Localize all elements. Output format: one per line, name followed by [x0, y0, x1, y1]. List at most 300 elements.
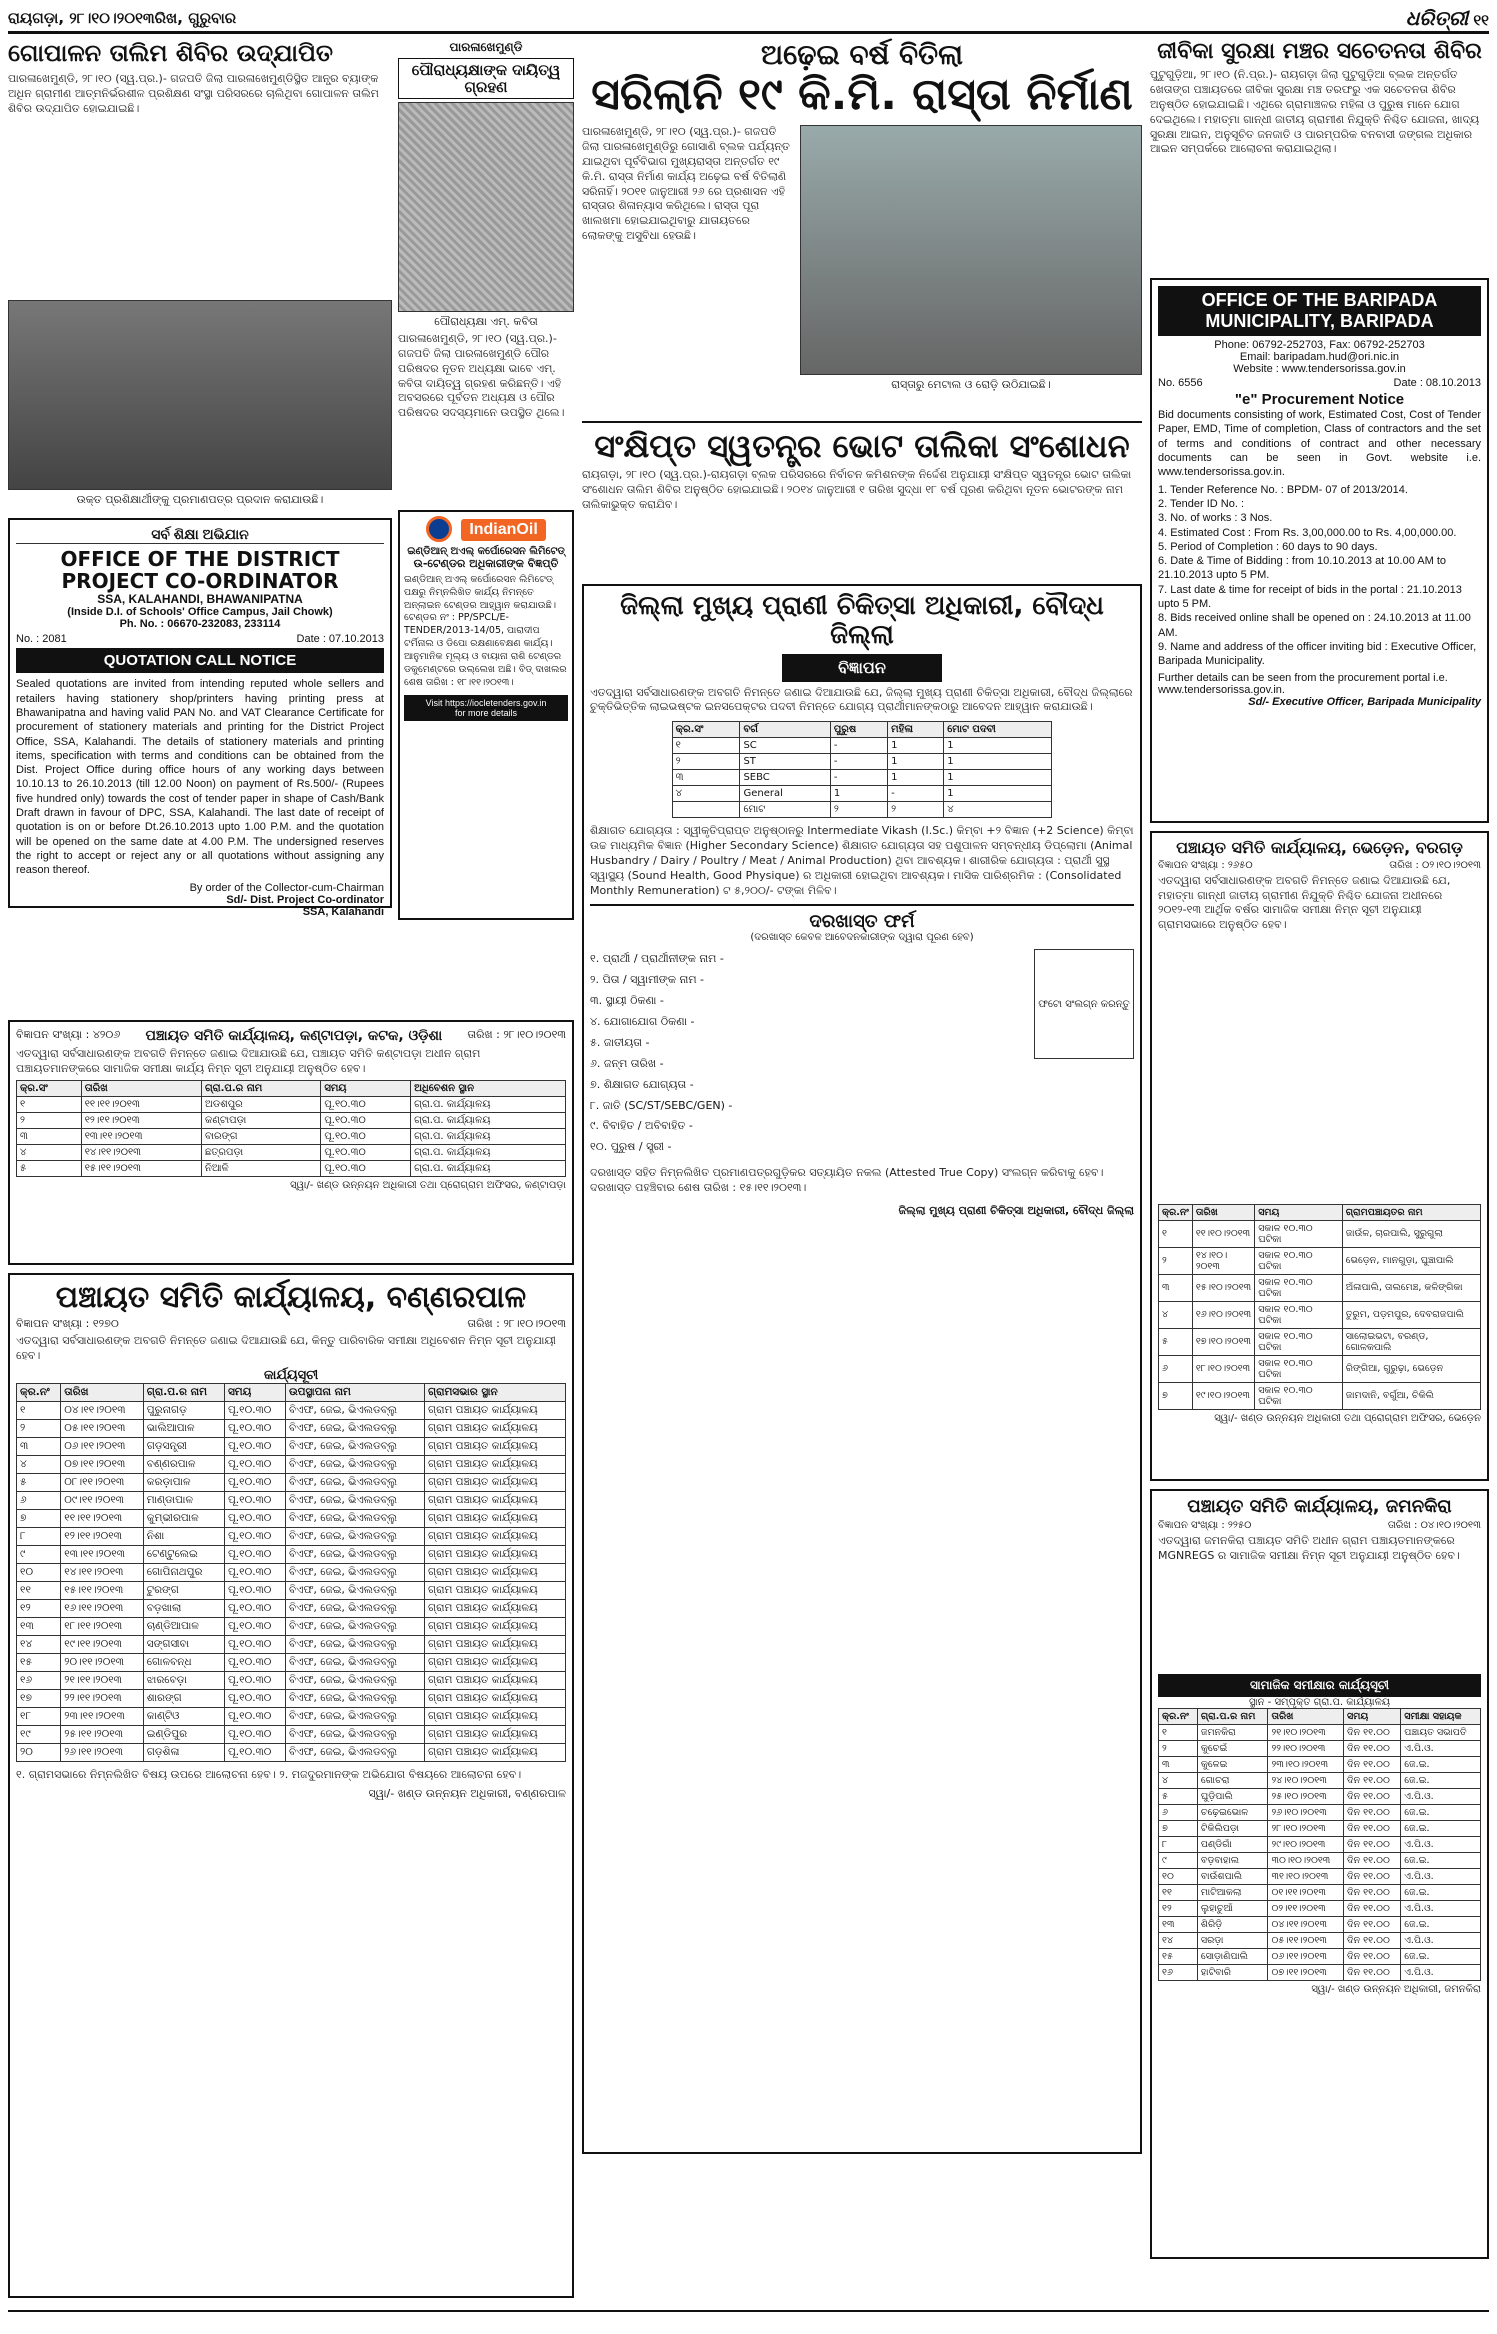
table-cell: ଗୋଚରା [1197, 1772, 1268, 1788]
ps-bhedan-notice [1150, 831, 1489, 1481]
table-cell: ୧୨ [1159, 1900, 1198, 1916]
table-cell: ପଣ୍ଡିଗାଁ [1197, 1836, 1268, 1852]
table-header-cell: ଗ୍ରାମସଭାର ସ୍ଥାନ [425, 1383, 566, 1401]
table-cell: ଗ୍ରାମ ପଞ୍ଚାୟତ କାର୍ଯ୍ୟାଳୟ [425, 1599, 566, 1617]
table-cell: ଦିନ ୧୧.୦୦ [1344, 1916, 1401, 1932]
table-cell: ଗ୍ରାମ ପଞ୍ଚାୟତ କାର୍ଯ୍ୟାଳୟ [425, 1437, 566, 1455]
table-header-cell: ମହିଳା [888, 722, 944, 738]
table-cell: ସରଡ଼ା [1197, 1932, 1268, 1948]
table-cell: ୨୮।୧୦।୨୦୧୩ [1268, 1820, 1344, 1836]
table-cell: ଭାଲିଆପାଳ [143, 1419, 224, 1437]
baripada-email: Email: baripadam.hud@ori.nic.in [1239, 351, 1400, 364]
table-cell: ୧୬ [17, 1671, 61, 1689]
ssa-address: (Inside D.I. of Schools' Office Campus, Jail Chowk) [67, 606, 333, 619]
table-cell: ଜେ.ଇ. [1401, 1916, 1481, 1932]
story-road-body: ପାରଳାଖେମୁଣ୍ଡି, ୨୮।୧୦ (ସ୍ୱ.ପ୍ର.)- ଗଜପତି ଜିଲା ପାରଳାଖେମୁଣ୍ଡିରୁ ଗୋସାଣି ବ୍ଲକ ପର୍ଯ୍ୟନ୍ତ ଯାଇଥିବା ପୂର୍ବବିଭାଗ ମୁଖ୍ୟରାସ୍ତା ଅନ୍ତର୍ଗତ ୧୯ କି.ମି. ରାସ୍ତା ନିର୍ମାଣ କାର୍ଯ୍ୟ ଅଢ଼େଇ ବର୍ଷ ବିତିଲାଣି ସରିନାହିଁ। ୨୦୧୧ ଜାନୁଆରୀ ୨୬ ରେ ପ୍ରଶାସନ ଏହି ରାସ୍ତାର ଶିଳାନ୍ୟାସ କରିଥିଲେ। ରାସ୍ତା ପୂରା ଖାଲଖମା ହୋଇଯାଇଥିବାରୁ ଯାତାୟତରେ ଲୋକଙ୍କୁ ଅସୁବିଧା ହେଉଛି। [582, 125, 790, 243]
table-cell: ପୂ.୧୦.୩୦ [321, 1160, 411, 1176]
table-cell: ST [740, 754, 830, 770]
ssa-no: No. : 2081 [16, 633, 67, 646]
table-cell: ୫ [17, 1473, 61, 1491]
table-cell: ଗ୍ରାମ ପଞ୍ଚାୟତ କାର୍ଯ୍ୟାଳୟ [425, 1401, 566, 1419]
table-row [17, 1401, 566, 1419]
table-cell: ପୂ.୧୦.୩୦ [224, 1635, 285, 1653]
table-cell: ପୂ.୧୦.୩୦ [224, 1491, 285, 1509]
table-cell: ପଞ୍ଚାୟତ ସଭାପତି [1401, 1724, 1481, 1740]
table-row [17, 1128, 566, 1144]
table-header-cell: କ୍ର.ନଂ [1159, 1204, 1193, 1220]
story-voter [582, 429, 1142, 578]
tender-item: 1. Tender Reference No. : BPDM- 07 of 2013/2014. [1158, 483, 1408, 496]
baripada-title1: OFFICE OF THE BARIPADA [1201, 290, 1438, 311]
table-row [1159, 1740, 1481, 1756]
table-cell: ୮ [1159, 1836, 1198, 1852]
form-field-label: ୮. ଜାତି (SC/ST/SEBC/GEN) - [590, 1098, 733, 1112]
table-cell: ବିଏଫ, ଜେଇ, ଭିଏଲଡବ୍ଲୁ [285, 1707, 424, 1725]
table-cell: ପୁରୁନାଗଡ଼ [143, 1401, 224, 1419]
table-cell: ନିଶା [143, 1527, 224, 1545]
table-cell: ଗଡ଼ଶିଳା [143, 1743, 224, 1761]
table-cell: ପୂ.୧୦.୩୦ [224, 1437, 285, 1455]
table-cell: ବିଏଫ, ଜେଇ, ଭିଏଲଡବ୍ଲୁ [285, 1491, 424, 1509]
table-cell: ୧୮।୧୦।୨୦୧୩ [1192, 1355, 1254, 1382]
table-row [672, 786, 1052, 802]
story-jibika-headline: ଜୀବିକା ସୁରକ୍ଷା ମଞ୍ଚର ସଚେତନତା ଶିବିର [1157, 39, 1482, 64]
table-cell: ଗ୍ରାମ ପଞ୍ଚାୟତ କାର୍ଯ୍ୟାଳୟ [425, 1743, 566, 1761]
table-cell: ଜେ.ଇ. [1401, 1948, 1481, 1964]
table-cell: ୨୨।୧୧।୨୦୧୩ [61, 1689, 144, 1707]
table-cell: ୭ [1159, 1382, 1193, 1409]
story-road-caption: ରାସ୍ତାରୁ ମେଟାଲ ଓ ରୋଡ଼ି ଉଠିଯାଇଛି। [891, 378, 1051, 392]
ps-banarpal-notes: ୧. ଗ୍ରାମସଭାରେ ନିମ୍ନଲିଖିତ ବିଷୟ ଉପରେ ଆଲୋଚନା ହେବ। ୨. ମଜଦୁରମାନଙ୍କ ଅଭିଯୋଗ ବିଷୟରେ ଆଲୋଚନା ହେବ। [16, 1767, 522, 1781]
table-cell: ଗ୍ରାମ ପଞ୍ଚାୟତ କାର୍ଯ୍ୟାଳୟ [425, 1527, 566, 1545]
table-cell: ଶାରଙ୍ଗ [143, 1689, 224, 1707]
table-cell: 1 [888, 738, 944, 754]
table-cell: ବଡ଼ଖାଲା [143, 1599, 224, 1617]
table-row [17, 1419, 566, 1437]
table-cell: 1 [944, 770, 1052, 786]
baripada-further: Further details can be seen from the procurement portal i.e. www.tendersorissa.gov.in. [1158, 671, 1448, 696]
table-cell: ସାଲୋଇଭଟା, ବରଣ୍ଡ, ଗୋଳକପାଲି [1342, 1328, 1480, 1355]
story-gopalan-caption: ଉକ୍ତ ପ୍ରଶିକ୍ଷାର୍ଥୀଙ୍କୁ ପ୍ରମାଣପତ୍ର ପ୍ରଦାନ କରାଯାଉଛି। [76, 493, 324, 507]
table-cell: ବିଏଫ, ଜେଇ, ଭିଏଲଡବ୍ଲୁ [285, 1743, 424, 1761]
table-cell: ୩ [1159, 1756, 1198, 1772]
ps-banarpal-ref: ବିଜ୍ଞାପନ ସଂଖ୍ୟା : ୧୨୭୦ [16, 1317, 119, 1330]
indianoil-brand: IndianOil [461, 519, 545, 541]
table-cell: ୧ [17, 1096, 82, 1112]
story-kabita-headline: ପୌରାଧ୍ୟକ୍ଷାଙ୍କ ଦାୟିତ୍ୱ ଗ୍ରହଣ [398, 58, 574, 99]
table-cell: ଗଡ଼ସନ୍ତ୍ରୀ [143, 1437, 224, 1455]
table-cell: ୦୫।୧୧।୨୦୧୩ [1268, 1932, 1344, 1948]
page-number: ୧୧ [1473, 10, 1489, 29]
table-cell: ଗ୍ରାମ ପଞ୍ଚାୟତ କାର୍ଯ୍ୟାଳୟ [425, 1509, 566, 1527]
table-row [17, 1725, 566, 1743]
table-row [672, 802, 1052, 818]
table-row [1159, 1788, 1481, 1804]
table-cell: ଟିକିଲିପଡ଼ା [1197, 1820, 1268, 1836]
table-cell: ଦିନ ୧୧.୦୦ [1344, 1836, 1401, 1852]
table-row [17, 1160, 566, 1176]
cvo-notice [582, 584, 1142, 2154]
story-road [582, 40, 1142, 415]
table-cell: ଚାଣ୍ଡିଆପାଳ [143, 1617, 224, 1635]
table-header-cell: ତାରିଖ [1268, 1708, 1344, 1724]
table-cell: ମାଣ୍ଡାପାଳ [143, 1491, 224, 1509]
table-cell: ସକାଳ ୧୦.୩୦ ଘଟିକା [1255, 1274, 1343, 1301]
table-cell: ୨୬।୧୦।୨୦୧୩ [1268, 1804, 1344, 1820]
table-row [17, 1689, 566, 1707]
table-cell: ପୂ.୧୦.୩୦ [321, 1144, 411, 1160]
ps-bhedan-sign: ସ୍ୱା/- ଖଣ୍ଡ ଉନ୍ନୟନ ଅଧିକାରୀ ତଥା ପ୍ରୋଗ୍ରାମ ଅଫିସର, ଭେଡ଼େନ [1214, 1412, 1481, 1424]
tender-item: 4. Estimated Cost : From Rs. 3,00,000.00 to Rs. 4,00,000.00. [1158, 526, 1457, 539]
table-cell: ପୂ.୧୦.୩୦ [224, 1743, 285, 1761]
table-cell: ୩ [17, 1437, 61, 1455]
baripada-notice-title: "e" Procurement Notice [1234, 391, 1405, 409]
tender-item: 5. Period of Completion : 60 days to 90 days. [1158, 540, 1378, 553]
table-cell: ୪ [1159, 1772, 1198, 1788]
table-cell: ୬ [1159, 1355, 1193, 1382]
table-row [1159, 1724, 1481, 1740]
table-cell: ଗ୍ରା.ପ. କାର୍ଯ୍ୟାଳୟ [411, 1160, 566, 1176]
table-cell: ଗ୍ରା.ପ. କାର୍ଯ୍ୟାଳୟ [411, 1096, 566, 1112]
table-cell: ସକାଳ ୧୦.୩୦ ଘଟିକା [1255, 1328, 1343, 1355]
table-row [17, 1563, 566, 1581]
baripada-phone: Phone: 06792-252703, Fax: 06792-252703 [1214, 339, 1425, 352]
form-field-label: ୫. ଜାତୀୟତା - [590, 1035, 650, 1049]
table-cell: ୨ [830, 802, 887, 818]
table-cell: ୧୦ [17, 1563, 61, 1581]
table-cell: ୨ [17, 1419, 61, 1437]
table-header-cell: ସମୟ [1255, 1204, 1343, 1220]
table-cell: ୨୩।୧୧।୨୦୧୩ [61, 1707, 144, 1725]
table-cell: ୧ [1159, 1220, 1193, 1247]
table-row [17, 1743, 566, 1761]
table-cell: ୧୦ [1159, 1868, 1198, 1884]
baripada-date: Date : 08.10.2013 [1393, 377, 1481, 390]
table-cell: ୨୧।୧୧।୨୦୧୩ [61, 1671, 144, 1689]
table-cell: ଦିନ ୧୧.୦୦ [1344, 1772, 1401, 1788]
story-jibika-body: ପୁଟୁଗୁଡ଼ିଆ, ୨୮।୧୦ (ନି.ପ୍ର.)- ରାୟଗଡ଼ା ଜିଲା ପୁଟୁଗୁଡ଼ିଆ ବ୍ଲକ ଅନ୍ତର୍ଗତ ଖେତାଙ୍ଗ ପଞ୍ଚାୟତରେ ଜୀବିକା ସୁରକ୍ଷା ମଞ୍ଚ ତରଫରୁ ଏକ ସଚେତନତା ଶିବିର ଅନୁଷ୍ଠିତ ହୋଇଯାଇଛି। ଏଥିରେ ଗ୍ରାମାଞ୍ଚଳର ମହିଳା ଓ ପୁରୁଷ ମାନେ ଯୋଗ ଦେଇଥିଲେ। ମହାତ୍ମା ଗାନ୍ଧୀ ଜାତୀୟ ଗ୍ରାମୀଣ ନିଯୁକ୍ତି ନିଶ୍ଚିତ ଯୋଜନା, ଖାଦ୍ୟ ସୁରକ୍ଷା ଆଇନ, ଅନୁସୂଚିତ ଜନଜାତି ଓ ପାରମ୍ପରିକ ବନବାସୀ ଜଙ୍ଗଲ ଅଧିକାର ଆଇନ ସମ୍ପର୍କରେ ଆଲୋଚନା କରାଯାଇଥିଲା। [1150, 68, 1480, 156]
table-row [1159, 1804, 1481, 1820]
column-4 [1150, 40, 1489, 2267]
table-cell: ହାଟିବାରି [1197, 1964, 1268, 1980]
indianoil-more: for more details [454, 708, 518, 719]
tender-item: 2. Tender ID No. : [1158, 497, 1245, 510]
table-cell: ୦୭।୧୧।୨୦୧୩ [1268, 1964, 1344, 1980]
table-cell: ୧୧।୧୧।୨୦୧୩ [61, 1509, 144, 1527]
table-cell: ୦୪।୧୧।୨୦୧୩ [1268, 1916, 1344, 1932]
story-kabita-body: ପାରଳାଖେମୁଣ୍ଡି, ୨୮।୧୦ (ସ୍ୱ.ପ୍ର.)- ଗଜପତି ଜିଲା ପାରଳାଖେମୁଣ୍ଡି ପୌର ପରିଷଦର ନୂତନ ଅଧ୍ୟକ୍ଷା ଭାବେ ଏମ୍. କବିତା ଦାୟିତ୍ୱ ଗ୍ରହଣ କରିଛନ୍ତି। ଏହି ଅବସରରେ ପୂର୍ବତନ ଅଧ୍ୟକ୍ଷ ଓ ପୌର ପରିଷଦର ସଦସ୍ୟମାନେ ଉପସ୍ଥିତ ଥିଲେ। [398, 332, 565, 420]
table-cell: ୨ [888, 802, 944, 818]
table-cell: ପୂ.୧୦.୩୦ [224, 1671, 285, 1689]
table-row [1159, 1916, 1481, 1932]
table-cell: ୨୦ [17, 1743, 61, 1761]
table-cell: ୩୧।୧୦।୨୦୧୩ [1268, 1868, 1344, 1884]
table-cell: ୧୮ [17, 1707, 61, 1725]
table-cell: ଗ୍ରାମ ପଞ୍ଚାୟତ କାର୍ଯ୍ୟାଳୟ [425, 1653, 566, 1671]
ps-jamankira-notice [1150, 1489, 1489, 2259]
table-cell: ସକାଳ ୧୦.୩୦ ଘଟିକା [1255, 1247, 1343, 1274]
table-cell: ବିଏଫ, ଜେଇ, ଭିଏଲଡବ୍ଲୁ [285, 1635, 424, 1653]
ps-jamankira-table-sub: ସ୍ଥାନ - ସମ୍ପୃକ୍ତ ଗ୍ରା.ପ. କାର୍ଯ୍ୟାଳୟ [1248, 1696, 1391, 1708]
ssa-logo: ସର୍ବ ଶିକ୍ଷା ଅଭିଯାନ [16, 526, 384, 544]
table-cell: ୧୩ [17, 1617, 61, 1635]
table-cell: ୪ [672, 786, 740, 802]
ps-jamankira-sign: ସ୍ୱା/- ଖଣ୍ଡ ଉନ୍ନୟନ ଅଧିକାରୀ, ଜମନକିରା [1311, 1983, 1481, 1995]
table-cell: ସକାଳ ୧୦.୩୦ ଘଟିକା [1255, 1355, 1343, 1382]
table-cell: ଗ୍ରା.ପ. କାର୍ଯ୍ୟାଳୟ [411, 1112, 566, 1128]
table-cell: ପୂ.୧୦.୩୦ [224, 1563, 285, 1581]
baripada-intro: Bid documents consisting of work, Estimated Cost, Cost of Tender Paper, EMD, Time of completion, Class of contractors and the set of terms and conditions of contract and other necessary documents can be seen in Govt. website i.e. www.tendersorissa.gov.in. [1158, 409, 1481, 479]
table-cell: ୯ [17, 1545, 61, 1563]
table-cell: ସକାଳ ୧୦.୩୦ ଘଟିକା [1255, 1220, 1343, 1247]
table-cell: ଟେଣ୍ଟୁଲେଇ [143, 1545, 224, 1563]
table-cell: ୪ [17, 1144, 82, 1160]
table-cell: ଦିନ ୧୧.୦୦ [1344, 1820, 1401, 1836]
table-cell: ପୂ.୧୦.୩୦ [224, 1473, 285, 1491]
table-cell: ଗ୍ରା.ପ. କାର୍ଯ୍ୟାଳୟ [411, 1128, 566, 1144]
column-3 [582, 40, 1142, 2162]
indianoil-body: ଇଣ୍ଡିଆନ୍ ଅଏଲ୍ କର୍ପୋରେସନ ଲିମିଟେଡ୍ ପକ୍ଷରୁ ନିମ୍ନଲିଖିତ କାର୍ଯ୍ୟ ନିମନ୍ତେ ଅନ୍‌ଲାଇନ ଟେଣ୍ଡର ଆହ୍ୱାନ କରାଯାଉଛି। ଟେଣ୍ଡର ନଂ : PP/SPCL/E-TENDER/2013-14/05, ପାରାଦୀପ ଟର୍ମିନାଲ ଓ ଡିପୋ ରକ୍ଷଣାବେକ୍ଷଣ କାର୍ଯ୍ୟ। ଆନୁମାନିକ ମୂଲ୍ୟ ଓ ବାୟାନା ରାଶି ଟେଣ୍ଡର ଡକୁମେଣ୍ଟରେ ଉଲ୍ଲେଖ ଅଛି। ବିଡ୍ ଦାଖଲର ଶେଷ ତାରିଖ : ୧୮।୧୧।୨୦୧୩। [404, 574, 567, 688]
table-cell: ଦିନ ୧୧.୦୦ [1344, 1852, 1401, 1868]
table-cell: ୨୩।୧୦।୨୦୧୩ [1268, 1756, 1344, 1772]
story-gopalan-body: ପାରଳାଖେମୁଣ୍ଡି, ୨୮।୧୦ (ସ୍ୱ.ପ୍ର.)- ଗଜପତି ଜିଲା ପାରଳାଖେମୁଣ୍ଡିସ୍ଥିତ ଆନ୍ଧ୍ର ବ୍ୟାଙ୍କ ଅଧିନ ଗ୍ରାମୀଣ ଆତ୍ମନିର୍ଭରଶୀଳ ପ୍ରଶିକ୍ଷଣ ସଂସ୍ଥା ପରିସରରେ ଚାଲିଥିବା ଗୋପାଳନ ତାଲିମ ଶିବିର ଉଦ୍‌ଯାପିତ ହୋଇଯାଇଛି। [8, 72, 379, 116]
table-cell: ୨୫।୧୧।୨୦୧୩ [61, 1725, 144, 1743]
table-cell: ଲୁହାଚୁଆଁ [1197, 1900, 1268, 1916]
column-1 [8, 40, 392, 916]
table-cell: ୧୭ [17, 1689, 61, 1707]
table-header-cell: ବର୍ଗ [740, 722, 830, 738]
table-cell: 1 [830, 786, 887, 802]
table-row [1159, 1274, 1481, 1301]
table-header-cell: କ୍ର.ନଂ [17, 1383, 61, 1401]
ps-jamankira-body: ଏତଦ୍ୱାରା ଜମନକିରା ପଞ୍ଚାୟତ ସମିତି ଅଧୀନ ଗ୍ରାମ ପଞ୍ଚାୟତମାନଙ୍କରେ MGNREGS ର ସାମାଜିକ ସମୀକ୍ଷା ନିମ୍ନ ସୂଚୀ ଅନୁଯାୟୀ ଅନୁଷ୍ଠିତ ହେବ। [1158, 1533, 1460, 1562]
table-cell: ଦିନ ୧୧.୦୦ [1344, 1948, 1401, 1964]
table-cell: ୨୯।୧୦।୨୦୧୩ [1268, 1836, 1344, 1852]
table-cell: ୫ [1159, 1328, 1193, 1355]
table-cell: ୧୩ [1159, 1916, 1198, 1932]
table-cell: ଜେ.ଇ. [1401, 1772, 1481, 1788]
table-cell: ୧୯ [17, 1725, 61, 1743]
table-cell: ସକାଳ ୧୦.୩୦ ଘଟିକା [1255, 1382, 1343, 1409]
ps-jamankira-table-title: ସାମାଜିକ ସମୀକ୍ଷାର କାର୍ଯ୍ୟସୂଚୀ [1158, 1674, 1481, 1697]
table-cell: ଦିନ ୧୧.୦୦ [1344, 1756, 1401, 1772]
table-cell: ୧୧ [1159, 1884, 1198, 1900]
ssa-sign1: Sd/- Dist. Project Co-ordinator [226, 893, 384, 906]
ps-kantapada-headline: ପଞ୍ଚାୟତ ସମିତି କାର୍ଯ୍ୟାଳୟ, କଣ୍ଟାପଡ଼ା, କଟକ, ଓଡ଼ିଶା [145, 1028, 443, 1044]
table-cell: ୧୭।୧୦।୨୦୧୩ [1192, 1328, 1254, 1355]
table-cell: ବିଏଫ, ଜେଇ, ଭିଏଲଡବ୍ଲୁ [285, 1401, 424, 1419]
table-cell: ୧୪।୧୦।୨୦୧୩ [1192, 1247, 1254, 1274]
story-gopalan [8, 40, 392, 510]
table-cell: ଗ୍ରାମ ପଞ୍ଚାୟତ କାର୍ଯ୍ୟାଳୟ [425, 1707, 566, 1725]
ps-banarpal-date: ତାରିଖ : ୨୮।୧୦।୨୦୧୩ [467, 1317, 566, 1330]
table-cell: ଗୋପିନାଥପୁର [143, 1563, 224, 1581]
table-cell: ପୂ.୧୦.୩୦ [224, 1581, 285, 1599]
ps-kantapada-body: ଏତଦ୍ୱାରା ସର୍ବସାଧାରଣଙ୍କ ଅବଗତି ନିମନ୍ତେ ଜଣାଇ ଦିଆଯାଉଛି ଯେ, ପଞ୍ଚାୟତ ସମିତି କଣ୍ଟାପଡ଼ା ଅଧୀନ ଗ୍ରାମ ପଞ୍ଚାୟତମାନଙ୍କରେ ସାମାଜିକ ସମୀକ୍ଷା କାର୍ଯ୍ୟ ନିମ୍ନ ସୂଚୀ ଅନୁଯାୟୀ ଅନୁଷ୍ଠିତ ହେବ। [16, 1047, 481, 1075]
table-header-cell: ତାରିଖ [81, 1080, 201, 1096]
table-cell: ମାଟିଆକଲା [1197, 1884, 1268, 1900]
table-cell: ପୂ.୧୦.୩୦ [224, 1401, 285, 1419]
table-row [1159, 1756, 1481, 1772]
table-row [1159, 1932, 1481, 1948]
ssa-notice [8, 518, 392, 918]
table-cell: ବଡ଼ବାହାଲ [1197, 1852, 1268, 1868]
indianoil-dept: ଉ-ଟେଣ୍ଡର ଅଧିକାରୀଙ୍କ ବିଜ୍ଞପ୍ତି [413, 557, 559, 570]
table-cell: SC [740, 738, 830, 754]
ps-banarpal-headline: ପଞ୍ଚାୟତ ସମିତି କାର୍ଯ୍ୟାଳୟ, ବଣ୍ଣରପାଳ [55, 1280, 527, 1315]
table-cell: ଗ୍ରାମ ପଞ୍ଚାୟତ କାର୍ଯ୍ୟାଳୟ [425, 1617, 566, 1635]
table-header-cell: ଗ୍ରା.ପ.ର ନାମ [1197, 1708, 1268, 1724]
ssa-subtitle: SSA, KALAHANDI, BHAWANIPATNA [97, 592, 303, 607]
table-header-cell: ଗ୍ରାମପଞ୍ଚାୟତର ନାମ [1342, 1204, 1480, 1220]
story-road-headline: ସରିଲାନି ୧୯ କି.ମି. ରାସ୍ତା ନିର୍ମାଣ [591, 68, 1133, 120]
cvo-sub: ବିଜ୍ଞାପନ [782, 654, 942, 682]
table-header-cell: ସମୟ [321, 1080, 411, 1096]
table-cell: ୨୧।୧୦।୨୦୧୩ [1268, 1724, 1344, 1740]
dateline: ରାୟଗଡ଼ା, ୨୮।୧୦।୨୦୧୩ରିଖ, ଗୁରୁବାର [8, 8, 237, 27]
ssa-phone: Ph. No. : 06670-232083, 233114 [119, 618, 281, 631]
table-row [17, 1581, 566, 1599]
column-1-wide [8, 1020, 574, 2306]
table-cell: ୪ [1159, 1301, 1193, 1328]
table-cell: ଦିନ ୧୧.୦୦ [1344, 1868, 1401, 1884]
table-cell: - [888, 786, 944, 802]
story-jibika [1150, 40, 1489, 278]
table-row [1159, 1328, 1481, 1355]
table-cell: ୧୫।୧୧।୨୦୧୩ [61, 1581, 144, 1599]
table-row [17, 1473, 566, 1491]
table-cell: ଗ୍ରାମ ପଞ୍ଚାୟତ କାର୍ଯ୍ୟାଳୟ [425, 1419, 566, 1437]
table-cell: ଏ.ପି.ଓ. [1401, 1932, 1481, 1948]
table-cell: ଚଢ଼େଇଭୋଳ [1197, 1804, 1268, 1820]
table-cell: ଜାମଦାନି, ବର୍ଗୁଆ, ଚିକିଲି [1342, 1382, 1480, 1409]
table-cell: ୦୬।୧୧।୨୦୧୩ [61, 1437, 144, 1455]
form-field-label: ୪. ଯୋଗାଯୋଗ ଠିକଣା - [590, 1014, 695, 1028]
ps-bhedan-body: ଏତଦ୍ୱାରା ସର୍ବସାଧାରଣଙ୍କ ଅବଗତି ନିମନ୍ତେ ଜଣାଇ ଦିଆଯାଉଛି ଯେ, ମହାତ୍ମା ଗାନ୍ଧୀ ଜାତୀୟ ଗ୍ରାମୀଣ ନିଯୁକ୍ତି ନିଶ୍ଚିତ ଯୋଜନା ଅଧୀନରେ ୨୦୧୨-୧୩ ଆର୍ଥିକ ବର୍ଷର ସାମାଜିକ ସମୀକ୍ଷା ନିମ୍ନ ସୂଚୀ ଅନୁଯାୟୀ ଗ୍ରାମସଭାରେ ଅନୁଷ୍ଠିତ ହେବ। [1158, 873, 1451, 932]
table-cell: ପୂ.୧୦.୩୦ [224, 1419, 285, 1437]
table-cell: ଏ.ପି.ଓ. [1401, 1900, 1481, 1916]
table-cell: ଗ୍ରାମ ପଞ୍ଚାୟତ କାର୍ଯ୍ୟାଳୟ [425, 1689, 566, 1707]
table-cell: ସୋଡ଼ାଣିପାଲି [1197, 1948, 1268, 1964]
ps-jamankira-date: ତାରିଖ : ୦୪।୧୦।୨୦୧୩ [1387, 1519, 1481, 1531]
cvo-headline: ଜିଲ୍ଲା ମୁଖ୍ୟ ପ୍ରାଣୀ ଚିକିତ୍ସା ଅଧିକାରୀ, ବୌଦ୍ଧ ଜିଲ୍ଲା [620, 591, 1104, 650]
table-cell: ୬ [1159, 1804, 1198, 1820]
table-cell: ୧୪ [17, 1635, 61, 1653]
cvo-body: ଶିକ୍ଷାଗତ ଯୋଗ୍ୟତା : ସ୍ୱୀକୃତିପ୍ରାପ୍ତ ଅନୁଷ୍ଠାନରୁ Intermediate Vikash (I.Sc.) କିମ୍ବା +୨ ବିଜ୍ଞାନ (+2 Science) କିମ୍ବା ଉଚ୍ଚ ମାଧ୍ୟମିକ ବିଜ୍ଞାନ (Higher Secondary Science) ଶିକ୍ଷାଗତ ଯୋଗ୍ୟତା ସହ ପଶୁପାଳନ ସମ୍ବନ୍ଧୀୟ ଡିପ୍ଲୋମା (Animal Husbandry / Dairy / Poultry / Meat / Animal Production) ଥିବା ଆବଶ୍ୟକ। ଶାରୀରିକ ଯୋଗ୍ୟତା : ପ୍ରାର୍ଥୀ ସୁସ୍ଥ ସ୍ୱାସ୍ଥ୍ୟ (Sound Health, Good Physique) ର ଅଧିକାରୀ ହୋଇଥିବା ଆବଶ୍ୟକ। ମାସିକ ପାରିଶ୍ରମିକ : (Consolidated Monthly Remuneration) ଟ ୫,୨୦୦/- ଟଙ୍କା ମିଳିବ। [590, 824, 1134, 897]
table-cell: 1 [944, 738, 1052, 754]
table-cell: ପୂ.୧୦.୩୦ [321, 1112, 411, 1128]
table-cell: ୧୨ [17, 1599, 61, 1617]
ps-kantapada-sign: ସ୍ୱା/- ଖଣ୍ଡ ଉନ୍ନୟନ ଅଧିକାରୀ ତଥା ପ୍ରୋଗ୍ରାମ ଅଫିସର, କଣ୍ଟାପଡ଼ା [290, 1179, 566, 1191]
table-cell: କୁଳେଇ [1197, 1756, 1268, 1772]
table-cell: ପୂ.୧୦.୩୦ [224, 1617, 285, 1635]
table-cell: ୦୧।୧୧।୨୦୧୩ [1268, 1884, 1344, 1900]
table-cell: ବିଏଫ, ଜେଇ, ଭିଏଲଡବ୍ଲୁ [285, 1455, 424, 1473]
cvo-form-sub: (ଦରଖାସ୍ତ କେବଳ ଆବେଦନକାରୀଙ୍କ ଦ୍ୱାରା ପୂରଣ ହେବ) [750, 932, 974, 944]
table-cell: ପୂ.୧୦.୩୦ [224, 1725, 285, 1743]
table-header-cell: କ୍ର.ସଂ [17, 1080, 82, 1096]
table-cell: ୧୧ [17, 1581, 61, 1599]
form-field-label: ୧୦. ପୁରୁଷ / ସ୍ତ୍ରୀ - [590, 1140, 672, 1154]
table-header-cell: ସମୀକ୍ଷା ସହାୟକ [1401, 1708, 1481, 1724]
table-cell: କୁଚେଇଁ [1197, 1740, 1268, 1756]
table-row [1159, 1355, 1481, 1382]
table-row [1159, 1820, 1481, 1836]
ps-jamankira-ref: ବିଜ୍ଞାପନ ସଂଖ୍ୟା : ୨୨୫୦ [1158, 1519, 1252, 1531]
table-header-cell: ଗ୍ରା.ପ.ର ନାମ [201, 1080, 320, 1096]
table-cell: 1 [888, 770, 944, 786]
table-cell: ଜେ.ଇ. [1401, 1804, 1481, 1820]
story-kabita [398, 40, 574, 502]
table-cell: ଭେଡ଼େନ, ମାନଗୁଡ଼ା, ଘୁଞ୍ଚାପାଲି [1342, 1247, 1480, 1274]
table-cell: ବଣ୍ଣରପାଳ [143, 1455, 224, 1473]
table-cell: ୦୭।୧୧।୨୦୧୩ [61, 1455, 144, 1473]
table-cell: ଏ.ପି.ଓ. [1401, 1964, 1481, 1980]
table-header-cell: ପୁରୁଷ [830, 722, 887, 738]
table-cell: ବିଏଫ, ଜେଇ, ଭିଏଲଡବ୍ଲୁ [285, 1509, 424, 1527]
table-header-cell: କ୍ର.ନଂ [1159, 1708, 1198, 1724]
ps-bhedan-headline: ପଞ୍ଚାୟତ ସମିତି କାର୍ଯ୍ୟାଳୟ, ଭେଡ଼େନ, ବରଗଡ଼ [1176, 838, 1463, 858]
table-cell: ୩ [17, 1128, 82, 1144]
table-cell: General [740, 786, 830, 802]
table-cell: ଜେ.ଇ. [1401, 1884, 1481, 1900]
table-cell: ଏ.ପି.ଓ. [1401, 1868, 1481, 1884]
table-cell: ୧୫ [1159, 1948, 1198, 1964]
table-cell: ୧ [1159, 1724, 1198, 1740]
ps-kantapada-ref: ବିଜ୍ଞାପନ ସଂଖ୍ୟା : ୪୨୦୬ [16, 1028, 121, 1041]
table-cell: ୪ [17, 1455, 61, 1473]
table-cell: ଶିରିଡ଼ି [1197, 1916, 1268, 1932]
table-cell: ବିଏଫ, ଜେଇ, ଭିଏଲଡବ୍ଲୁ [285, 1581, 424, 1599]
story-gopalan-photo [8, 300, 392, 490]
table-cell: ଦିନ ୧୧.୦୦ [1344, 1788, 1401, 1804]
table-cell: ଏ.ପି.ଓ. [1401, 1740, 1481, 1756]
table-cell: ୩୦।୧୦।୨୦୧୩ [1268, 1852, 1344, 1868]
ps-jamankira-table [1158, 1708, 1481, 1981]
table-cell: ଜେ.ଇ. [1401, 1852, 1481, 1868]
table-cell: ବାଉଁଶପାଲି [1197, 1868, 1268, 1884]
table-cell: ୦୯।୧୧।୨୦୧୩ [61, 1491, 144, 1509]
table-cell: ବିଏଫ, ଜେଇ, ଭିଏଲଡବ୍ଲୁ [285, 1617, 424, 1635]
table-row [17, 1144, 566, 1160]
table-cell: ପୂ.୧୦.୩୦ [224, 1509, 285, 1527]
ssa-notice-title: QUOTATION CALL NOTICE [16, 648, 384, 673]
form-field-label: ୧. ପ୍ରାର୍ଥୀ / ପ୍ରାର୍ଥୀନୀଙ୍କ ନାମ - [590, 952, 724, 966]
ps-kantapada-table [16, 1080, 566, 1177]
ps-kantapada-notice [8, 1020, 574, 1265]
table-cell: ପୂ.୧୦.୩୦ [321, 1128, 411, 1144]
table-cell: ୧୫।୧୧।୨୦୧୩ [81, 1160, 201, 1176]
table-cell: ୧୪।୧୧।୨୦୧୩ [81, 1144, 201, 1160]
table-cell: ତୁରୁମ, ପଡ଼ମପୁର, ଦେବରାଜପାଲି [1342, 1301, 1480, 1328]
masthead-logo: ଧରିତ୍ରୀ [1405, 5, 1469, 30]
table-cell: ଜେ.ଇ. [1401, 1820, 1481, 1836]
ssa-title: OFFICE OF THE DISTRICT PROJECT CO-ORDINATOR [60, 547, 340, 594]
table-row [17, 1509, 566, 1527]
baripada-no: No. 6556 [1158, 377, 1203, 390]
table-cell: ୧ [672, 738, 740, 754]
baripada-web: Website : www.tendersorissa.gov.in [1233, 363, 1406, 376]
table-cell: - [830, 738, 887, 754]
table-header-cell: ତାରିଖ [61, 1383, 144, 1401]
story-voter-headline: ସଂକ୍ଷିପ୍ତ ସ୍ୱତନ୍ତ୍ର ଭୋଟ ତାଲିକା ସଂଶୋଧନ [594, 427, 1130, 466]
table-cell: ଗ୍ରାମ ପଞ୍ଚାୟତ କାର୍ଯ୍ୟାଳୟ [425, 1491, 566, 1509]
cvo-photo-box: ଫଟୋ ସଂଲଗ୍ନ କରନ୍ତୁ [1034, 949, 1134, 1059]
table-cell: ୧୨।୧୧।୨୦୧୩ [81, 1112, 201, 1128]
table-cell: ପୂ.୧୦.୩୦ [224, 1707, 285, 1725]
table-row [1159, 1964, 1481, 1980]
table-cell [672, 802, 740, 818]
